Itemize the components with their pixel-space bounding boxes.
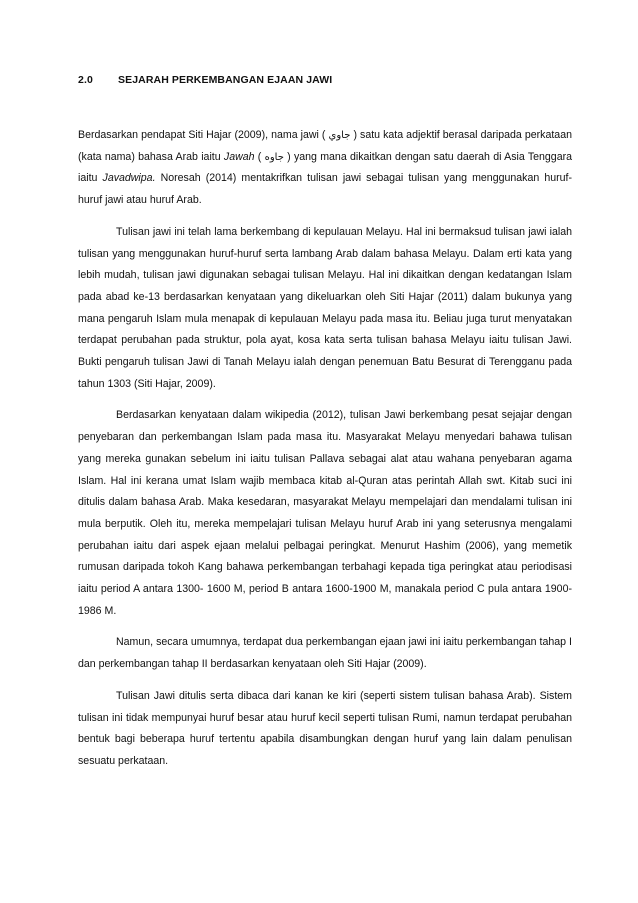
paragraph-1-text-c: (	[254, 150, 265, 163]
section-title: SEJARAH PERKEMBANGAN EJAAN JAWI	[118, 74, 333, 86]
paragraph-1-text-e: Noresah (2014) mentakrifkan tulisan jawi sebagai tulisan yang menggunakan huruf-huruf jawi atau huruf Arab.	[78, 172, 572, 207]
paragraph-1-text-b: ) satu kata adjektif berasal daripada perkataan (kata nama) bahasa Arab iaitu	[78, 129, 572, 163]
paragraph-3: Berdasarkan kenyataan dalam wikipedia (2012), tulisan Jawi berkembang pesat sejajar dengan penyebaran dan perkembangan Islam pada masa itu. Masyarakat Melayu menyedari bahawa tulisan yang mereka gunakan sebelum ini iaitu tulisan Pallava sebagai alat atau wahana penyebaran agama Islam. Hal ini kerana umat Islam wajib membaca kitab al-Quran atas perintah Allah swt. Kitab suci ini ditulis dalam bahasa Arab. Maka kesedaran, masyarakat Melayu mempelajari dan mendalami tulisan ini mula berputik. Oleh itu, mereka mempelajari tulisan Melayu huruf Arab ini yang seterusnya mengalami perubahan iaitu dari aspek ejaan melalui pelbagai peringkat. Menurut Hashim (2006), yang memetik rumusan daripada tokoh Kang bahawa perkembangan terbahagi kepada tiga peringkat atau periodisasi iaitu period A antara 1300- 1600 M, period B antara 1600-1900 M, manakala period C pula antara 1900-1986 M.	[78, 409, 572, 617]
arabic-word-jawi: جاوي	[328, 130, 351, 141]
paragraph-1-text-a: Berdasarkan pendapat Siti Hajar (2009), nama jawi (	[78, 129, 329, 141]
paragraph-2: Tulisan jawi ini telah lama berkembang di kepulauan Melayu. Hal ini bermaksud tulisan jawi ialah tulisan yang menggunakan huruf-huruf serta lambang Arab dalam bahasa Melayu. Dalam erti kata yang lebih mudah, tulisan jawi digunakan sebagai tulisan Melayu. Hal ini dikaitkan dengan kedatangan Islam pada abad ke-13 berdasarkan kenyataan yang dikeluarkan oleh Siti Hajar (2011) dalam bukunya yang mana pengaruh Islam mula menapak di kepulauan Melayu pada masa itu. Beliau juga turut menyatakan terdapat perubahan pada struktur, pola ayat, kosa kata serta tulisan bahasa Melayu iaitu tulisan Jawi. Bukti pengaruh tulisan Jawi di Tanah Melayu ialah dengan penemuan Batu Besurat di Terengganu pada tahun 1303 (Siti Hajar, 2009).	[78, 225, 572, 390]
paragraph-4: Namun, secara umumnya, terdapat dua perkembangan ejaan jawi ini iaitu perkembangan tahap I dan perkembangan tahap II berdasarkan kenyataan oleh Siti Hajar (2009).	[78, 636, 572, 671]
section-number: 2.0	[78, 74, 93, 86]
paragraph-1-text-d: ) yang mana dikaitkan dengan satu daerah di Asia Tenggara iaitu	[78, 150, 573, 185]
paragraph-1	[78, 125, 572, 212]
document-body	[78, 125, 572, 783]
term-javadwipa: Javadwipa.	[102, 172, 156, 185]
paragraph-5: Tulisan Jawi ditulis serta dibaca dari kanan ke kiri (seperti sistem tulisan bahasa Arab). Sistem tulisan ini tidak mempunyai huruf besar atau huruf kecil seperti tulisan Rumi, namun terdapat perubahan bentuk bagi beberapa huruf tertentu apabila disambungkan dengan huruf yang lain dalam penulisan sesuatu perkataan.	[78, 689, 572, 767]
arabic-word-jawah: جاوه	[264, 151, 284, 163]
section-heading	[78, 74, 332, 86]
term-jawah: Jawah	[223, 150, 255, 163]
